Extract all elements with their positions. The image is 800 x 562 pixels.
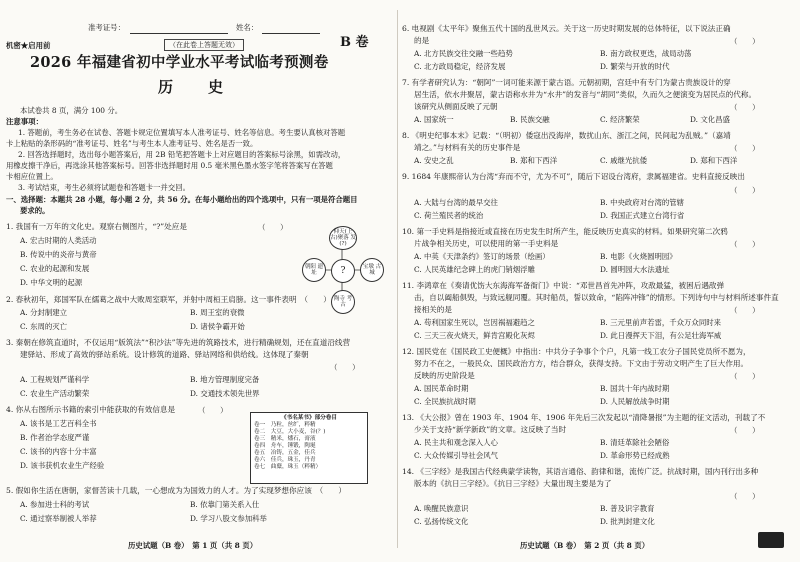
index-figure-line-5: 卷五 冶铸，五金，佳兵 [254,450,316,456]
question-10-stem-2: 片战争相关历史，可以使用的第一手史料是 [414,239,559,248]
page-1-footer: 历史试题（B 卷） 第 1 页（共 8 页） [128,541,258,550]
q4-option-c: C. 该书的内容十分丰富 [20,447,97,456]
question-6-stem-1: 6. 电视剧《太平年》聚焦五代十国的乱世风云。关于这一历史时期发展的总体特征，以下说法正确 [402,24,731,33]
q12-option-a: A. 国民革命时期 [414,384,469,393]
question-11-paren: （ ） [730,306,760,315]
name-blank [262,33,320,34]
question-2-stem: 2. 春秋初年，郑国军队在繻葛之战中大败周室联军，并射中周桓王肩膀。这一事件表明 （ ） [6,295,331,304]
q9-option-d: D. 我国正式建立台湾行省 [600,211,685,220]
index-figure-line-2: 卷二 大豆，大小麦，谷(？) [254,429,326,435]
index-figure-line-3: 卷三 精米，燔石，膏液 [254,436,316,442]
q6-option-c: C. 北方政局稳定，经济发展 [414,62,506,71]
figure-bubble-center: ? [331,259,355,283]
index-figure-line-6: 卷六 佳兵，珠玉，丹青 [254,457,316,463]
question-11-stem-2: 击，自以阖船俱毁，与致远舰同覆。其时船员，誓以致命，“陷阵冲锋”的情形。下列诗句中与材料所述事件直 [414,293,779,302]
note-2-line-1: 2. 回答选择题时，选出每小题答案后，用 2B 铅笔把答题卡上对应题目的答案标号涂黑，如需改动， [18,150,346,159]
question-10-stem-1: 10. 第一手史料是指接近或直接在历史发生时所产生，能反映历史真实的材料。如果研究第二次鸦 [402,227,728,236]
section-heading-1: 一、选择题：本题共 28 小题，每小题 2 分，共 56 分。在每小题给出的四个选项中，只有一项是符合题目 [6,195,358,204]
exam-title: 2026 年福建省初中学业水平考试临考预测卷 [30,54,329,71]
answer-invalid-note: （在此卷上答题无效） [164,39,244,51]
q2-option-c: C. 东周的灭亡 [20,322,68,331]
figure-bubble-top: 仰天(上古)聚落 发(?) [329,226,357,250]
q13-option-d: D. 革命形势已经成熟 [600,451,670,460]
q1-option-d: D. 中华文明的起源 [20,278,83,287]
paper-version: B 卷 [340,35,369,50]
q10-option-c: C. 人民英雄纪念碑上的虎门销烟浮雕 [414,265,535,274]
q11-option-b: B. 三元里前声若雷，千众万众同时来 [600,318,721,327]
section-heading-2: 要求的。 [20,206,50,215]
page-divider [397,10,398,548]
figure-bubble-bottom: 陶寺 考古 [331,290,355,314]
note-1-line-2: 卡上粘贴的条形码的“准考证号、姓名”与考生本人准考证号、姓名是否一致。 [6,139,258,148]
q4-option-a: A. 该书是工艺百科全书 [20,419,97,428]
question-12-paren: （ ） [730,372,760,381]
question-14-stem-2: 版本的《抗日三字经》。《抗日三字经》大量出现主要是为了 [414,479,612,488]
question-6-paren: （ ） [730,37,760,46]
q12-option-b: B. 国共十年内战时期 [600,384,670,393]
figure-bubble-right: 宝墩 古城 [360,258,384,282]
q4-option-d: D. 该书获机农业生产经验 [20,461,105,470]
q8-option-b: B. 郑和下西洋 [510,156,558,165]
q13-option-b: B. 清廷革除社会陋俗 [600,438,670,447]
q7-option-b: B. 民族交融 [510,115,550,124]
question-12-stem-3: 反映的历史阶段是 [414,371,475,380]
q11-option-d: D. 此日漫挥天下泪，有公足壮海军威 [600,331,722,340]
q2-option-a: A. 分封制建立 [20,308,67,317]
q9-option-c: C. 荷兰殖民者的统治 [414,211,484,220]
q5-option-a: A. 参加进士科的考试 [20,500,90,509]
question-8-paren: （ ） [730,144,760,153]
question-3-stem-2: 建驿站、形成了高效的驿站系统。设计修筑的道路、驿站网络和供给线。这体现了秦朝 [20,350,309,359]
note-3: 3. 考试结束，考生必须将试题卷和答题卡一并交回。 [18,183,190,192]
question-13-stem-1: 13. 《大公报》曾在 1903 年、1904 年、1906 年先后三次发起以“清降暑报”为主题的征文活动，刊载了不 [402,413,766,422]
page-2-footer: 历史试题（B 卷） 第 2 页（共 8 页） [520,541,650,550]
q11-option-a: A. 苟利国家生死以，岂因祸福避趋之 [414,318,535,327]
question-11-stem-3: 接相关的是 [414,305,452,314]
question-11-stem-1: 11. 李鸿章在《奏请优饬大东海海军备衙门》中说：“邓世昌首先冲阵，攻敌最猛，被困后遇敌弹 [402,281,725,290]
question-1-paren: （ ） [258,223,288,232]
question-12-stem-2: 努力不在之，一般民众、国民政治方方，结合群众，获得支持。下文由于劳动文明产生了巨大作用。 [414,359,749,368]
q2-option-b: B. 周王室的衰微 [190,308,245,317]
q12-option-d: D. 人民解放战争时期 [600,397,670,406]
q1-option-b: B. 传说中的炎帝与黄帝 [20,250,97,259]
note-2-line-2: 用橡皮擦干净后，再选涂其他答案标号。回答非选择题时用 0.5 毫米黑色墨水签字笔将答案写在答题 [6,161,333,170]
q14-option-c: C. 弘扬传统文化 [414,517,469,526]
question-1-stem: 1. 我国有一万年的文化史。观察右侧图片，“?”处应是 [6,222,187,231]
q14-option-d: D. 批判封建文化 [600,517,655,526]
index-figure-title: 《书名某书》部分卷目 [281,415,337,421]
q3-option-c: C. 农业生产活动繁荣 [20,389,90,398]
question-3-paren: （ ） [330,363,360,372]
question-7-stem-3: 该研究从侧面反映了元朝 [414,102,498,111]
q8-option-c: C. 戚继光抗倭 [600,156,648,165]
zkz-blank [130,33,228,34]
q4-option-b: B. 作者治学态度严谨 [20,433,90,442]
figure-bubble-left: 朝阳 遗址 [302,258,326,282]
question-3-stem-1: 3. 秦朝在修筑直道时，不仅运用“版筑法”“积沙法”等先进的筑路技术，进行精确规划，还在直道沿线营 [6,338,351,347]
question-13-stem-2: 少关于支持“新学新政”的文章。这反映了当时 [414,425,567,434]
question-9-paren: （ ） [730,186,760,195]
q5-option-d: D. 学习八股文参加科举 [190,514,267,523]
q3-option-a: A. 工程规划严谨科学 [20,375,90,384]
q9-option-a: A. 大陆与台湾的最早交往 [414,198,498,207]
publisher-logo-icon [758,532,784,548]
q9-option-b: B. 中央政府对台湾的管辖 [600,198,685,207]
index-figure-line-4: 卷四 舟车，锤锻，陶埏 [254,443,316,449]
question-7-stem-1: 7. 有学者研究认为：“朝阿”一词可能来源于蒙古语。元朝初期，宫廷中有专门为蒙古贵族设计的穿 [402,78,731,87]
q6-option-a: A. 北方民族交往交融一些趋势 [414,49,513,58]
question-6-stem-2: 的是 [414,36,430,45]
question-10-paren: （ ） [730,240,760,249]
q11-option-c: C. 三天三夜火烧天，鲜肯宫殿化灰烬 [414,331,535,340]
q8-option-a: A. 安史之乱 [414,156,454,165]
question-8-stem-1: 8. 《明史纪事本末》记载：“（明初）倭寇出没海岸，数扰山东、浙江之间，民间起为乱贼。”（嘉靖 [402,131,731,140]
q10-option-a: A. 中英《天津条约》签订的场景（绘画） [414,252,550,261]
q10-option-d: D. 圆明园大水法遗址 [600,265,670,274]
question-4-paren: （ ） [198,406,228,415]
name-label: 姓名： [236,23,259,32]
q13-option-c: C. 大众传媒引导社会风气 [414,451,498,460]
question-7-paren: （ ） [730,103,760,112]
question-7-stem-2: 居生活，依水井聚居，蒙古语称水井为“水井”的发音与“胡同”类似，久而久之便演变为居民点的代称。 [414,90,757,99]
exam-meta: 本试卷共 8 页，满分 100 分。 [20,106,123,115]
q14-option-b: B. 普及识字教育 [600,504,655,513]
q3-option-d: D. 交通技术领先世界 [190,389,260,398]
question-9-stem: 9. 1684 年康熙帝认为台湾“弃而不守，尤为不可”，随后下诏设台湾府，隶属福建省。史料直接反映出 [402,172,745,181]
q12-option-c: C. 全民族抗战时期 [414,397,476,406]
q7-option-c: C. 经济繁荣 [600,115,640,124]
index-figure-line-7: 卷七 曲糵，珠玉（粹精） [254,464,322,470]
question-14-stem-1: 14. 《三字经》是我国古代经典蒙学读物，其语言通俗、韵律和谐，流传广泛。抗战时期，国内刊行出多种 [402,467,759,476]
note-1-line-1: 1. 答题前，考生务必在试卷、答题卡规定位置填写本人准考证号、姓名等信息。考生要认真核对答题 [18,128,346,137]
q1-option-c: C. 农业的起源和发展 [20,264,90,273]
q7-option-d: D. 文化昌盛 [690,115,730,124]
notes-title: 注意事项： [6,117,43,126]
question-4-stem: 4. 你从右图所示书籍的索引中能获取的有效信息是 [6,405,176,414]
question-13-paren: （ ） [730,426,760,435]
q8-option-d: D. 郑和下西洋 [690,156,738,165]
q13-option-a: A. 民主共和观念深入人心 [414,438,498,447]
question-4-index-figure [250,412,368,484]
secret-label: 机密★启用前 [6,41,51,50]
question-14-paren: （ ） [730,492,760,501]
note-2-line-3: 卡相应位置上。 [6,172,58,181]
q14-option-a: A. 唤醒民族意识 [414,504,469,513]
q1-option-a: A. 宏古时期的人类活动 [20,236,97,245]
q5-option-c: C. 通过察举制被人举荐 [20,514,97,523]
q10-option-b: B. 电影《火烧圆明园》 [600,252,677,261]
q5-option-b: B. 依靠门第关系入仕 [190,500,260,509]
q3-option-b: B. 地方管理制度完备 [190,375,260,384]
question-5-stem: 5. 假如你生活在唐朝，家督苦读十几载，一心想成为为国效力的人才。为了实现梦想你应该 （ ） [6,486,346,495]
index-figure-line-1: 卷一 乃粒，丝纩，粹精 [254,422,316,428]
q6-option-d: D. 繁荣与开放的时代 [600,62,670,71]
question-8-stem-2: 靖之。”与材料有关的历史事件是 [414,143,521,152]
q6-option-b: B. 南方政权更迭，战局动荡 [600,49,692,58]
question-12-stem-1: 12. 国民党在《国民政工史便概》中指出：中共分子争事个个户，凡第一线工农分子国民党员所不愿为， [402,347,751,356]
q2-option-d: D. 诸侯争霸开始 [190,322,245,331]
zkz-label: 准考证号： [88,23,125,32]
exam-subject: 历 史 [158,78,234,96]
q7-option-a: A. 国家统一 [414,115,454,124]
